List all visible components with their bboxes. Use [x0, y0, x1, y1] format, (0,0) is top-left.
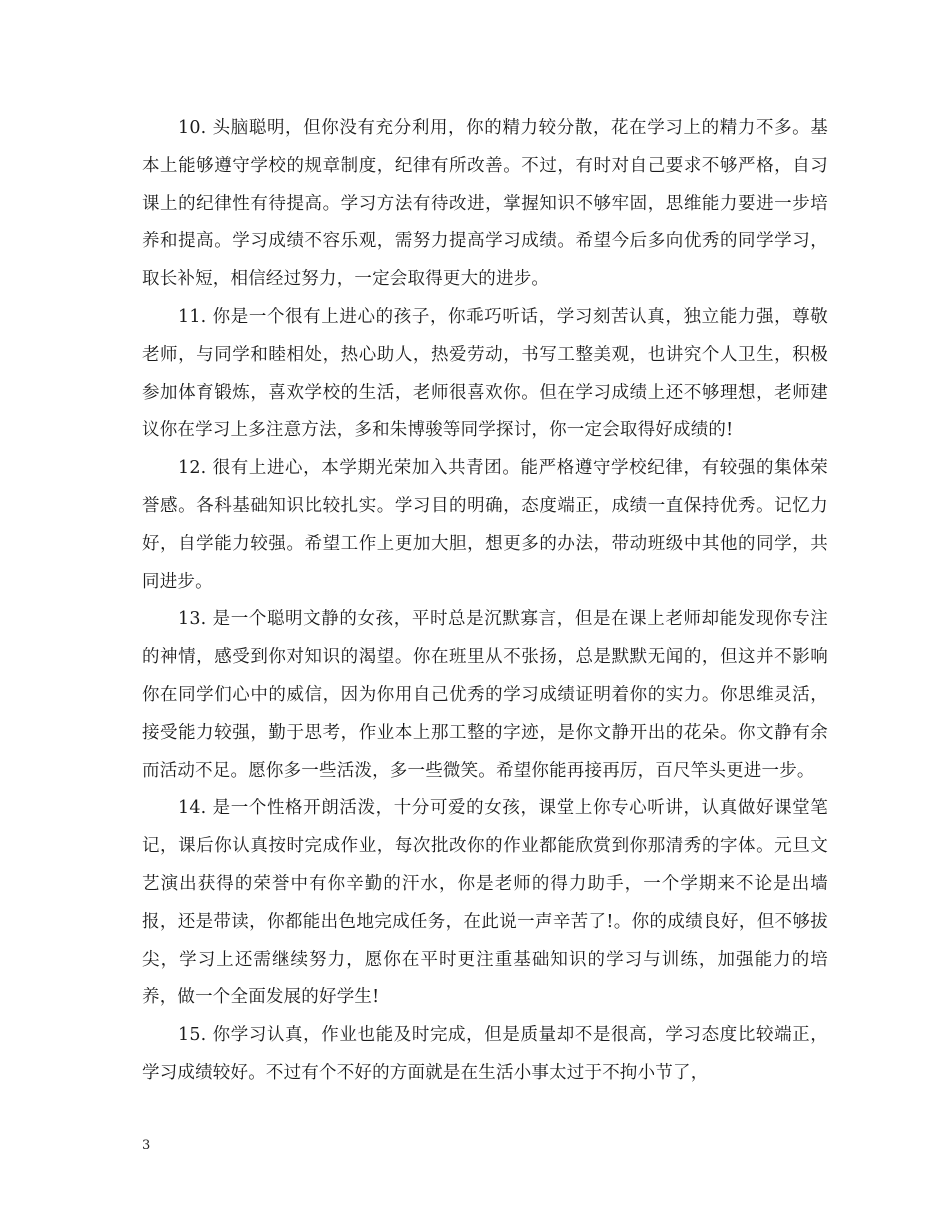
- comment-paragraph-13: 13. 是一个聪明文静的女孩，平时总是沉默寡言，但是在课上老师却能发现你专注的神情，感受到你对知识的渴望。你在班里从不张扬，总是默默无闻的，但这并不影响你在同学们心中的威信，因为你用自己优秀的学习成绩证明着你的实力。你思维灵活，接受能力较强，勤于思考，作业本上那工整的字迹，是你文静开出的花朵。你文静有余而活动不足。愿你多一些活泼，多一些微笑。希望你能再接再厉，百尺竿头更进一步。: [142, 609, 828, 781]
- comment-paragraph-11: 11. 你是一个很有上进心的孩子，你乖巧听话，学习刻苦认真，独立能力强，尊敬老师，与同学和睦相处，热心助人，热爱劳动，书写工整美观，也讲究个人卫生，积极参加体育锻炼，喜欢学校的生活，老师很喜欢你。但在学习成绩上还不够理想，老师建议你在学习上多注意方法，多和朱博骏等同学探讨，你一定会取得好成绩的!: [142, 306, 828, 441]
- comment-paragraph-12: 12. 很有上进心，本学期光荣加入共青团。能严格遵守学校纪律，有较强的集体荣誉感。各科基础知识比较扎实。学习目的明确，态度端正，成绩一直保持优秀。记忆力好，自学能力较强。希望工作上更加大胆，想更多的办法，带动班级中其他的同学，共同进步。: [142, 458, 828, 592]
- comment-paragraph-15: 15. 你学习认真，作业也能及时完成，但是质量却不是很高，学习态度比较端正，学习成绩较好。不过有个不好的方面就是在生活小事太过于不拘小节了，: [142, 1025, 828, 1083]
- document-body: [142, 110, 828, 1093]
- comment-paragraph-14: 14. 是一个性格开朗活泼，十分可爱的女孩，课堂上你专心听讲，认真做好课堂笔记，课后你认真按时完成作业，每次批改你的作业都能欣赏到你那清秀的字体。元旦文艺演出获得的荣誉中有你辛勤的汗水，你是老师的得力助手，一个学期来不论是出墙报，还是带读，你都能出色地完成任务，在此说一声辛苦了!。你的成绩良好，但不够拔尖，学习上还需继续努力，愿你在平时更注重基础知识的学习与训练，加强能力的培养，做一个全面发展的好学生!: [142, 798, 828, 1008]
- comment-paragraph-10: 10. 头脑聪明，但你没有充分利用，你的精力较分散，花在学习上的精力不多。基本上能够遵守学校的规章制度，纪律有所改善。不过，有时对自己要求不够严格，自习课上的纪律性有待提高。学习方法有待改进，掌握知识不够牢固，思维能力要进一步培养和提高。学习成绩不容乐观，需努力提高学习成绩。希望今后多向优秀的同学学习，取长补短，相信经过努力，一定会取得更大的进步。: [142, 118, 828, 290]
- page-number: 3: [142, 1138, 151, 1153]
